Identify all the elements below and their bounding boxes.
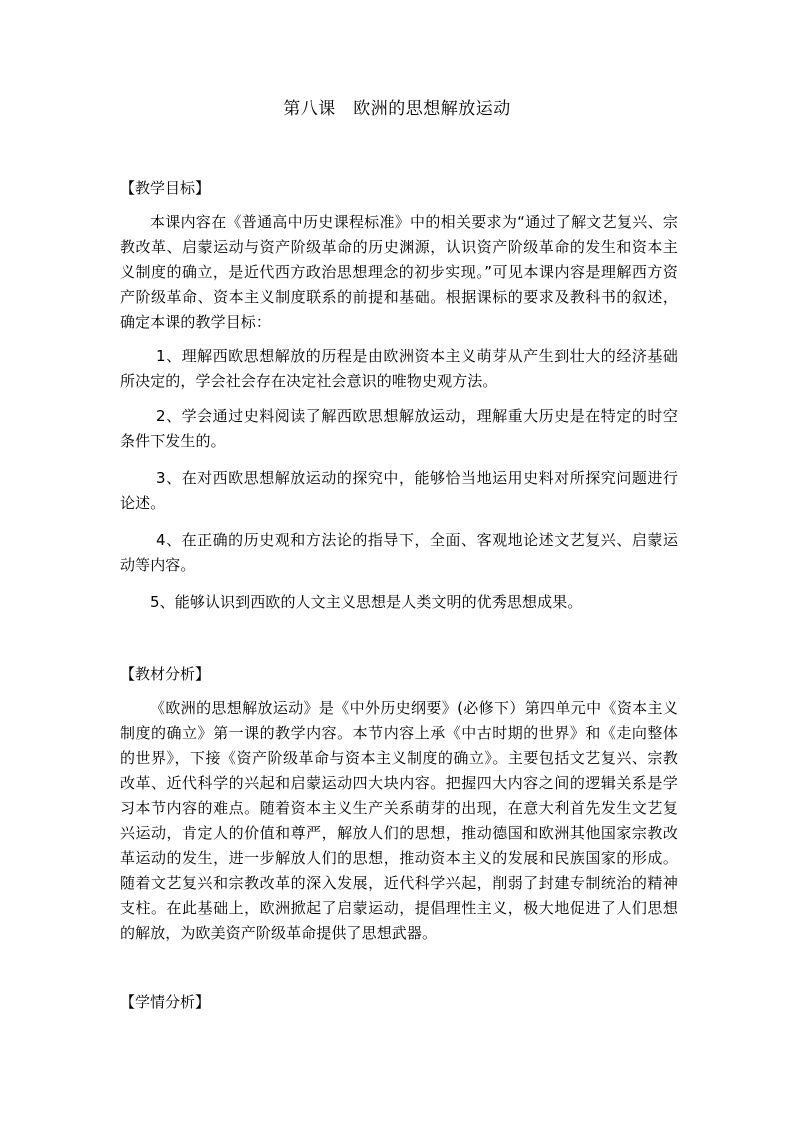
textbook-analysis-paragraph: 《欧洲的思想解放运动》是《中外历史纲要》(必修下）第四单元中《资本主义制度的确立》第一课的教学内容。本节内容上承《中古时期的世界》和《走向整体的世界》，下接《资产阶级革命与资本主义制度的确立》。主要包括文艺复兴、宗教改革、近代科学的兴起和启蒙运动四大块内容。把握四大内容之间的逻辑关系是学习本节内容的难点。随着资本主义生产关系萌芽的出现，在意大利首先发生文艺复兴运动，肯定人的价值和尊严，解放人们的思想，推动德国和欧洲其他国家宗教改革运动的发生，进一步解放人们的思想，推动资本主义的发展和民族国家的形成。随着文艺复兴和宗教改革的深入发展，近代科学兴起，削弱了封建专制统治的精神支柱。在此基础上，欧洲掀起了启蒙运动，提倡理性主义，极大地促进了人们思想的解放，为欧美资产阶级革命提供了思想武器。 (120, 699, 678, 942)
objective-item-4: 4、在正确的历史观和方法论的指导下，全面、客观地论述文艺复兴、启蒙运动等内容。 (120, 531, 678, 574)
objective-item-1: 1、理解西欧思想解放的历程是由欧洲资本主义萌芽从产生到壮大的经济基础所决定的，学会社会存在决定社会意识的唯物史观方法。 (120, 347, 678, 390)
objective-item-2: 2、学会通过史料阅读了解西欧思想解放运动，理解重大历史是在特定的时空条件下发生的。 (120, 407, 678, 450)
section-heading-textbook: 【教材分析】 (120, 665, 211, 683)
objective-item-5: 5、能够认识到西欧的人文主义思想是人类文明的优秀思想成果。 (150, 593, 583, 611)
objectives-intro-paragraph: 本课内容在《普通高中历史课程标准》中的相关要求为“通过了解文艺复兴、宗教改革、启蒙运动与资产阶级革命的历史渊源，认识资产阶级革命的发生和资本主义制度的确立，是近代西方政治思想理念的初步实现。”可见本课内容是理解西方资产阶级革命、资本主义制度联系的前提和基础。根据课标的要求及教科书的叙述，确定本课的教学目标： (120, 213, 678, 331)
section-heading-students: 【学情分析】 (120, 993, 211, 1011)
objective-item-3: 3、在对西欧思想解放运动的探究中，能够恰当地运用史料对所探究问题进行论述。 (120, 469, 678, 512)
page-title: 第八课 欧洲的思想解放运动 (283, 99, 511, 119)
section-heading-objectives: 【教学目标】 (120, 179, 211, 197)
